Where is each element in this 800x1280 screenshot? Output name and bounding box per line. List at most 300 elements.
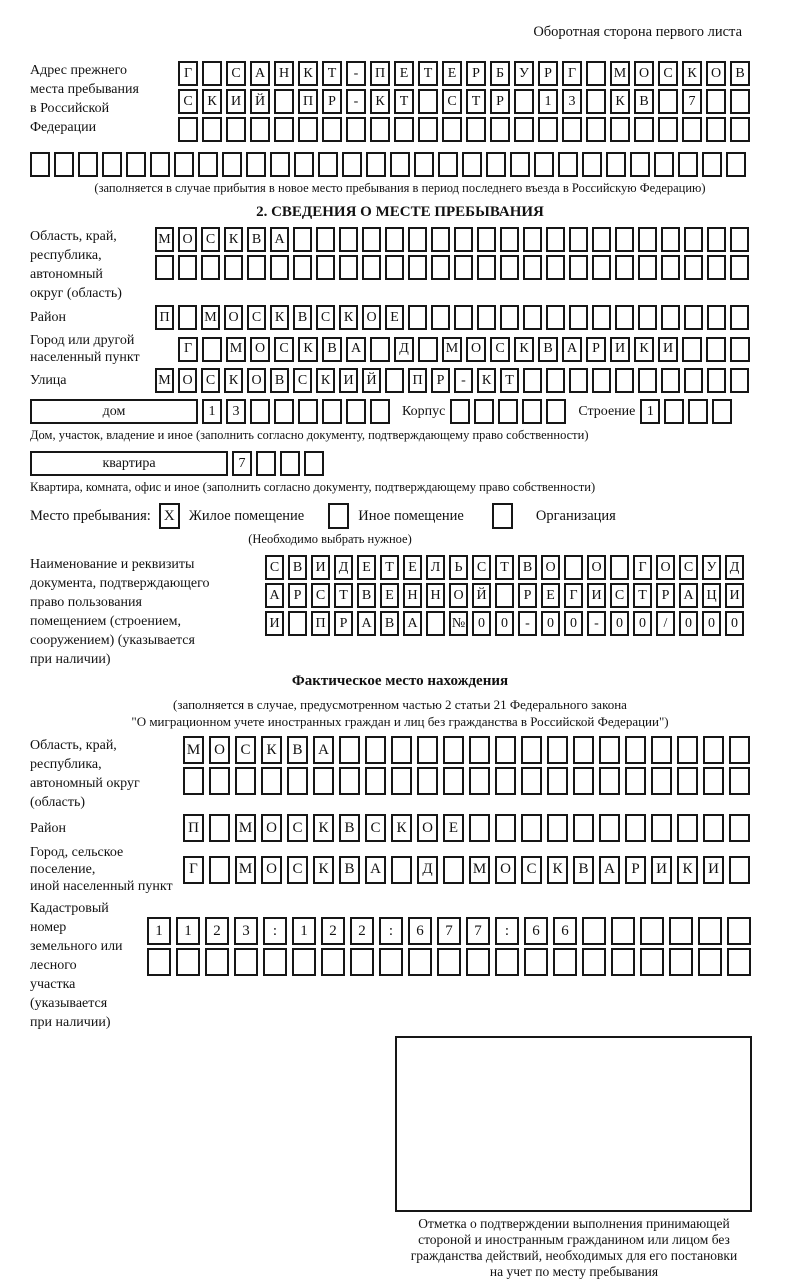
char-cell: К (313, 856, 334, 884)
char-cell: Р (288, 583, 307, 608)
label-line: в Российской (30, 101, 110, 116)
char-cell (729, 856, 750, 884)
char-cell: М (155, 227, 174, 252)
char-cell: С (521, 856, 542, 884)
char-cell (466, 117, 486, 142)
char-cell: С (472, 555, 491, 580)
char-cell: - (346, 61, 366, 86)
stroenie-label: Строение (578, 403, 636, 419)
char-cell: А (599, 856, 620, 884)
section2-title: 2. СВЕДЕНИЯ О МЕСТЕ ПРЕБЫВАНИЯ (256, 204, 544, 220)
char-cell (638, 255, 657, 280)
char-cell (727, 948, 751, 976)
char-cell: Р (466, 61, 486, 86)
fact-raion-row (183, 814, 750, 842)
char-cell (270, 255, 289, 280)
char-cell (30, 152, 50, 177)
char-cell: С (274, 337, 294, 362)
char-cell (247, 255, 266, 280)
char-cell: К (477, 368, 496, 393)
char-cell: Т (466, 89, 486, 114)
char-cell (712, 399, 732, 424)
char-cell: С (201, 227, 220, 252)
char-cell: П (370, 61, 390, 86)
char-cell (707, 305, 726, 330)
char-cell (155, 255, 174, 280)
char-cell (365, 736, 386, 764)
char-cell: Б (490, 61, 510, 86)
fact-caption (30, 696, 770, 730)
char-cell: М (226, 337, 246, 362)
char-cell (274, 117, 294, 142)
char-cell: 0 (610, 611, 629, 636)
char-cell (615, 227, 634, 252)
char-cell: С (287, 856, 308, 884)
char-cell (346, 117, 366, 142)
region-block (30, 227, 770, 303)
region-row-2 (155, 255, 749, 280)
label-line: населенный пункт (30, 350, 140, 365)
char-cell (339, 736, 360, 764)
char-cell (293, 255, 312, 280)
char-cell (707, 227, 726, 252)
char-cell: В (247, 227, 266, 252)
char-cell (477, 255, 496, 280)
char-cell: У (702, 555, 721, 580)
char-cell: Т (394, 89, 414, 114)
char-cell (521, 767, 542, 795)
char-cell (599, 767, 620, 795)
char-cell: 1 (292, 917, 316, 945)
char-cell (592, 305, 611, 330)
char-cell (703, 767, 724, 795)
fact-region-block (30, 736, 770, 812)
char-cell (339, 227, 358, 252)
char-cell (54, 152, 74, 177)
label-line: иной населенный пункт (30, 879, 173, 894)
char-cell: 6 (553, 917, 577, 945)
char-cell (640, 948, 664, 976)
char-cell: 0 (541, 611, 560, 636)
char-cell (183, 767, 204, 795)
char-cell (274, 399, 294, 424)
char-cell (651, 814, 672, 842)
char-cell: О (224, 305, 243, 330)
char-cell (322, 399, 342, 424)
char-cell (391, 736, 412, 764)
char-cell (178, 255, 197, 280)
char-cell (294, 152, 314, 177)
char-cell: Т (633, 583, 652, 608)
char-cell: Е (394, 61, 414, 86)
label-line: округ (область) (30, 286, 122, 301)
char-cell: С (201, 368, 220, 393)
char-cell: Е (357, 555, 376, 580)
char-cell (630, 152, 650, 177)
char-cell: Г (178, 61, 198, 86)
char-cell (408, 305, 427, 330)
char-cell (521, 814, 542, 842)
char-cell: К (202, 89, 222, 114)
char-cell: К (298, 61, 318, 86)
char-cell (658, 117, 678, 142)
char-cell (443, 856, 464, 884)
label-line: документа, подтверждающего (30, 576, 210, 591)
char-cell (495, 736, 516, 764)
char-cell (495, 814, 516, 842)
char-cell (366, 152, 386, 177)
char-cell (426, 611, 445, 636)
char-cell (547, 736, 568, 764)
city-row (178, 337, 750, 362)
char-cell (564, 555, 583, 580)
char-cell (538, 117, 558, 142)
char-cell (495, 767, 516, 795)
char-cell (726, 152, 746, 177)
char-cell (523, 227, 542, 252)
char-cell (469, 736, 490, 764)
char-cell: К (339, 305, 358, 330)
char-cell: С (679, 555, 698, 580)
char-cell (682, 337, 702, 362)
char-cell: Н (274, 61, 294, 86)
stamp-caption-line: на учет по месту пребывания (489, 1264, 659, 1279)
char-cell: В (322, 337, 342, 362)
char-cell: К (677, 856, 698, 884)
char-cell (651, 736, 672, 764)
char-cell: 1 (640, 399, 660, 424)
char-cell: К (634, 337, 654, 362)
char-cell: И (651, 856, 672, 884)
stamp-box (395, 1036, 752, 1212)
raion-label: Район (30, 310, 66, 325)
label-line: Наименование и реквизиты (30, 557, 195, 572)
char-cell: С (490, 337, 510, 362)
char-cell: 7 (466, 917, 490, 945)
char-cell: 6 (524, 917, 548, 945)
street-label: Улица (30, 373, 67, 388)
char-cell (304, 451, 324, 476)
char-cell (582, 948, 606, 976)
char-cell (370, 117, 390, 142)
char-cell (201, 255, 220, 280)
char-cell (370, 337, 390, 362)
char-cell (730, 368, 749, 393)
char-cell: Г (562, 61, 582, 86)
char-cell: Й (250, 89, 270, 114)
char-cell (316, 227, 335, 252)
prev-address-caption: (заполняется в случае прибытия в новое место пребывания в период последнего въезда в Российскую Федерацию) (94, 181, 706, 195)
char-cell: К (261, 736, 282, 764)
char-cell (418, 117, 438, 142)
char-cell (261, 767, 282, 795)
char-cell (698, 917, 722, 945)
char-cell: Р (431, 368, 450, 393)
raion-block (30, 305, 770, 330)
char-cell (514, 89, 534, 114)
char-cell (534, 152, 554, 177)
checkbox-residential[interactable]: X (159, 503, 180, 529)
char-cell: 2 (350, 917, 374, 945)
char-cell (558, 152, 578, 177)
char-cell: С (316, 305, 335, 330)
char-cell (730, 117, 750, 142)
char-cell: В (293, 305, 312, 330)
char-cell (288, 611, 307, 636)
char-cell (178, 117, 198, 142)
char-cell (682, 117, 702, 142)
char-cell: : (379, 917, 403, 945)
char-cell: К (370, 89, 390, 114)
house-block (30, 399, 770, 424)
char-cell (702, 152, 722, 177)
apartment-caption: Квартира, комната, офис и иное (заполнить согласно документу, подтверждающему право собственности) (30, 480, 596, 494)
korpus-cells (450, 399, 566, 424)
char-cell (553, 948, 577, 976)
char-cell: О (178, 227, 197, 252)
stamp-caption-line: стороной и иностранным гражданином или лицом без (418, 1232, 730, 1247)
fact-raion-block (30, 814, 770, 842)
char-cell (514, 117, 534, 142)
char-cell (547, 767, 568, 795)
char-cell (569, 305, 588, 330)
char-cell: Р (586, 337, 606, 362)
char-cell (611, 917, 635, 945)
char-cell (573, 736, 594, 764)
street-row (155, 368, 749, 393)
char-cell: Н (426, 583, 445, 608)
char-cell (729, 736, 750, 764)
char-cell: Т (334, 583, 353, 608)
char-cell: В (339, 856, 360, 884)
char-cell (706, 89, 726, 114)
char-cell: Ц (702, 583, 721, 608)
char-cell: С (311, 583, 330, 608)
label-line: республика, (30, 757, 102, 772)
char-cell (391, 856, 412, 884)
label-line: при наличии) (30, 652, 111, 667)
char-cell: О (706, 61, 726, 86)
char-cell (669, 948, 693, 976)
char-cell (510, 152, 530, 177)
char-cell (474, 399, 494, 424)
house-box-label: дом (30, 399, 198, 424)
char-cell (274, 89, 294, 114)
doc-block (30, 555, 770, 669)
char-cell: О (261, 856, 282, 884)
char-cell (408, 255, 427, 280)
char-cell: А (313, 736, 334, 764)
char-cell: О (634, 61, 654, 86)
char-cell (684, 227, 703, 252)
house-caption: Дом, участок, владение и иное (заполнить согласно документу, подтверждающему право собственности) (30, 428, 589, 442)
char-cell: И (311, 555, 330, 580)
char-cell: О (587, 555, 606, 580)
char-cell: Т (380, 555, 399, 580)
char-cell (102, 152, 122, 177)
char-cell: О (362, 305, 381, 330)
city-label (30, 332, 178, 366)
label-line: Город или другой (30, 333, 135, 348)
char-cell (270, 152, 290, 177)
char-cell (408, 948, 432, 976)
char-cell (477, 305, 496, 330)
char-cell (586, 61, 606, 86)
char-cell: 7 (682, 89, 702, 114)
char-cell: Ь (449, 555, 468, 580)
char-cell: П (155, 305, 174, 330)
char-cell (547, 814, 568, 842)
char-cell: О (209, 736, 230, 764)
fact-region-rows (183, 736, 750, 798)
char-cell (209, 767, 230, 795)
char-cell (322, 117, 342, 142)
char-cell (365, 767, 386, 795)
stamp-caption (349, 1216, 799, 1280)
char-cell (615, 255, 634, 280)
char-cell (342, 152, 362, 177)
char-cell: Д (725, 555, 744, 580)
label-line: Кадастровый номер (30, 901, 109, 935)
char-cell (638, 368, 657, 393)
char-cell (454, 305, 473, 330)
char-cell: О (250, 337, 270, 362)
char-cell (678, 152, 698, 177)
region-row-1 (155, 227, 749, 252)
char-cell: 0 (702, 611, 721, 636)
char-cell (443, 767, 464, 795)
char-cell: А (265, 583, 284, 608)
char-cell (684, 368, 703, 393)
char-cell: К (313, 814, 334, 842)
prev-address-row-3 (178, 117, 750, 142)
stay-type-caption: (Необходимо выбрать нужное) (248, 532, 412, 546)
char-cell: - (346, 89, 366, 114)
stroenie-cells (640, 399, 732, 424)
char-cell (586, 117, 606, 142)
char-cell: О (656, 555, 675, 580)
option-label-residential: Жилое помещение (188, 507, 305, 524)
char-cell: Р (518, 583, 537, 608)
char-cell: Р (334, 611, 353, 636)
apartment-box-label: квартира (30, 451, 228, 476)
char-cell: : (495, 917, 519, 945)
char-cell (606, 152, 626, 177)
char-cell: В (730, 61, 750, 86)
char-cell (569, 368, 588, 393)
char-cell: Е (403, 555, 422, 580)
char-cell: К (610, 89, 630, 114)
char-cell: Р (490, 89, 510, 114)
char-cell (546, 227, 565, 252)
char-cell: И (265, 611, 284, 636)
char-cell (669, 917, 693, 945)
char-cell: С (610, 583, 629, 608)
char-cell (664, 399, 684, 424)
char-cell: К (270, 305, 289, 330)
char-cell (280, 451, 300, 476)
char-cell: А (346, 337, 366, 362)
char-cell (418, 89, 438, 114)
char-cell (569, 255, 588, 280)
prev-address-row-4 (30, 152, 770, 177)
char-cell: 1 (202, 399, 222, 424)
char-cell (391, 767, 412, 795)
checkbox-other-premises[interactable] (328, 503, 349, 529)
char-cell (500, 305, 519, 330)
stamp-area (395, 1036, 755, 1280)
char-cell (450, 399, 470, 424)
fact-region-label (30, 736, 183, 812)
char-cell: 1 (147, 917, 171, 945)
cadastre-label (30, 899, 147, 1032)
label-line: право пользования (30, 595, 142, 610)
char-cell (546, 368, 565, 393)
label-line: помещением (строением, (30, 614, 181, 629)
char-cell (706, 117, 726, 142)
char-cell (408, 227, 427, 252)
char-cell (442, 117, 462, 142)
char-cell: Т (418, 61, 438, 86)
label-line: Федерации (30, 120, 97, 135)
prev-address-rows (178, 61, 750, 145)
char-cell: О (178, 368, 197, 393)
char-cell: И (703, 856, 724, 884)
char-cell (438, 152, 458, 177)
char-cell: В (270, 368, 289, 393)
char-cell (661, 368, 680, 393)
char-cell (339, 767, 360, 795)
fact-title: Фактическое место нахождения (291, 673, 509, 689)
char-cell: К (298, 337, 318, 362)
char-cell (477, 227, 496, 252)
char-cell (592, 227, 611, 252)
apartment-block (30, 451, 770, 476)
char-cell: В (380, 611, 399, 636)
label-line: Область, край, (30, 229, 117, 244)
char-cell: К (224, 227, 243, 252)
char-cell (466, 948, 490, 976)
char-cell (246, 152, 266, 177)
char-cell (316, 255, 335, 280)
char-cell (523, 305, 542, 330)
char-cell: С (287, 814, 308, 842)
char-cell (684, 305, 703, 330)
char-cell (625, 814, 646, 842)
char-cell: Р (656, 583, 675, 608)
korpus-label: Корпус (402, 403, 446, 419)
char-cell (437, 948, 461, 976)
char-cell (235, 767, 256, 795)
char-cell (224, 255, 243, 280)
char-cell (703, 736, 724, 764)
char-cell (523, 368, 542, 393)
char-cell: С (178, 89, 198, 114)
char-cell: К (547, 856, 568, 884)
char-cell (573, 767, 594, 795)
char-cell: А (270, 227, 289, 252)
char-cell: № (449, 611, 468, 636)
region-rows (155, 227, 749, 283)
checkbox-organization[interactable] (492, 503, 513, 529)
fact-caption-line-2: "О миграционном учете иностранных граждан и лиц без гражданства в Российской Федерации") (131, 714, 669, 729)
label-line: сооружением) (указывается (30, 633, 195, 648)
char-cell (414, 152, 434, 177)
char-cell: И (725, 583, 744, 608)
char-cell (287, 767, 308, 795)
prev-address-label (30, 61, 178, 137)
doc-row-2 (265, 583, 744, 608)
